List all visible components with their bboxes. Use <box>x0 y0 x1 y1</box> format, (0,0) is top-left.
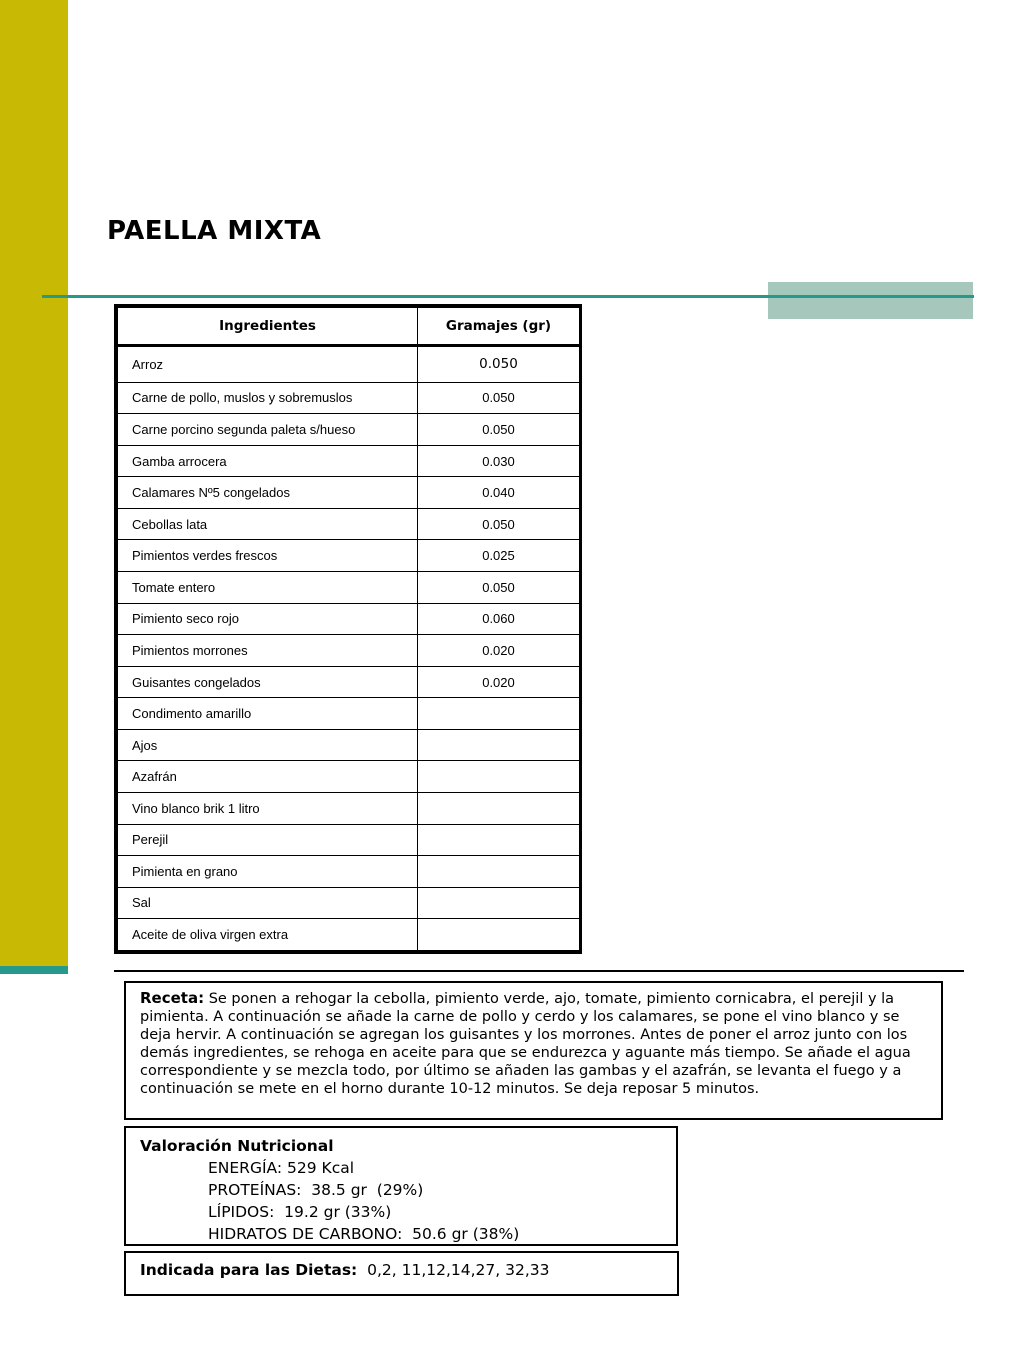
recipe-text: Se ponen a rehogar la cebolla, pimiento verde, ajo, tomate, pimiento cornicabra, el perejil y la pimienta. A continuación se añade la carne de pollo y cerdo y los calamares, se pone el vino blanco y se deja hervir. A continuación se agregan los guisantes y los morrones. Antes de poner el arroz junto con los demás ingredientes, se rehoga en aceite para que se endurezca y aguante más tiempo. Se añade el agua correspondiente y se mezcla todo, por último se añaden las gambas y el azafrán, se levanta el fuego y a continuación se mete en el horno durante 10-12 minutos. Se deja reposar 5 minutos. <box>140 991 911 1097</box>
table-row <box>118 572 580 604</box>
ingredient-name: Calamares Nº5 congelados <box>118 477 418 509</box>
diets-box <box>124 1251 679 1296</box>
ingredient-name: Gamba arrocera <box>118 445 418 477</box>
side-color-bar <box>0 0 68 966</box>
ingredient-grams: 0.050 <box>418 346 580 383</box>
ingredients-table <box>114 304 582 954</box>
table-row <box>118 414 580 446</box>
grams-column-header: Gramajes (gr) <box>418 308 580 346</box>
table-row <box>118 698 580 730</box>
ingredient-name: Perejil <box>118 824 418 856</box>
header-accent-block <box>768 282 973 319</box>
table-row <box>118 856 580 888</box>
table-row <box>118 445 580 477</box>
ingredient-name: Guisantes congelados <box>118 666 418 698</box>
ingredient-name: Carne de pollo, muslos y sobremuslos <box>118 382 418 414</box>
section-divider <box>114 970 964 972</box>
ingredient-grams: 0.050 <box>418 572 580 604</box>
ingredient-grams: 0.040 <box>418 477 580 509</box>
ingredient-name: Vino blanco brik 1 litro <box>118 792 418 824</box>
ingredient-name: Condimento amarillo <box>118 698 418 730</box>
table-row <box>118 761 580 793</box>
ingredients-header-row <box>118 308 580 346</box>
side-bar-accent <box>0 966 68 974</box>
table-row <box>118 603 580 635</box>
ingredient-name: Cebollas lata <box>118 508 418 540</box>
recipe-label: Receta: <box>140 989 205 1007</box>
recipe-box <box>124 981 943 1120</box>
table-row <box>118 919 580 951</box>
diets-value: 0,2, 11,12,14,27, 32,33 <box>357 1261 550 1279</box>
ingredient-grams: 0.050 <box>418 508 580 540</box>
recipe-title: PAELLA MIXTA <box>107 216 322 246</box>
ingredient-grams <box>418 824 580 856</box>
nutrition-label: Valoración Nutricional <box>140 1137 334 1155</box>
ingredient-name: Aceite de oliva virgen extra <box>118 919 418 951</box>
diets-label: Indicada para las Dietas: <box>140 1261 358 1279</box>
ingredients-column-header: Ingredientes <box>118 308 418 346</box>
table-row <box>118 792 580 824</box>
ingredient-grams <box>418 761 580 793</box>
ingredient-name: Arroz <box>118 346 418 383</box>
nutrition-carbs: HIDRATOS DE CARBONO: 50.6 gr (38%) <box>208 1225 520 1243</box>
ingredient-name: Pimiento seco rojo <box>118 603 418 635</box>
ingredient-grams: 0.050 <box>418 382 580 414</box>
ingredient-name: Sal <box>118 887 418 919</box>
table-row <box>118 477 580 509</box>
ingredient-grams <box>418 729 580 761</box>
ingredient-name: Azafrán <box>118 761 418 793</box>
nutrition-box <box>124 1126 678 1246</box>
header-divider <box>42 295 974 298</box>
ingredient-grams <box>418 887 580 919</box>
table-row <box>118 346 580 383</box>
table-row <box>118 887 580 919</box>
ingredient-grams <box>418 919 580 951</box>
table-row <box>118 729 580 761</box>
ingredient-name: Pimienta en grano <box>118 856 418 888</box>
ingredient-grams <box>418 698 580 730</box>
ingredient-grams: 0.020 <box>418 635 580 667</box>
ingredient-name: Ajos <box>118 729 418 761</box>
ingredient-name: Pimientos morrones <box>118 635 418 667</box>
table-row <box>118 824 580 856</box>
nutrition-lipids: LÍPIDOS: 19.2 gr (33%) <box>208 1203 392 1221</box>
ingredient-grams <box>418 792 580 824</box>
ingredient-grams: 0.060 <box>418 603 580 635</box>
ingredient-grams <box>418 856 580 888</box>
nutrition-proteins: PROTEÍNAS: 38.5 gr (29%) <box>208 1181 424 1199</box>
nutrition-energy: ENERGÍA: 529 Kcal <box>208 1159 355 1177</box>
table-row <box>118 666 580 698</box>
ingredient-grams: 0.050 <box>418 414 580 446</box>
ingredient-grams: 0.030 <box>418 445 580 477</box>
ingredient-grams: 0.025 <box>418 540 580 572</box>
table-row <box>118 635 580 667</box>
ingredient-name: Carne porcino segunda paleta s/hueso <box>118 414 418 446</box>
ingredient-name: Pimientos verdes frescos <box>118 540 418 572</box>
table-row <box>118 382 580 414</box>
ingredient-name: Tomate entero <box>118 572 418 604</box>
table-row <box>118 508 580 540</box>
table-row <box>118 540 580 572</box>
ingredient-grams: 0.020 <box>418 666 580 698</box>
